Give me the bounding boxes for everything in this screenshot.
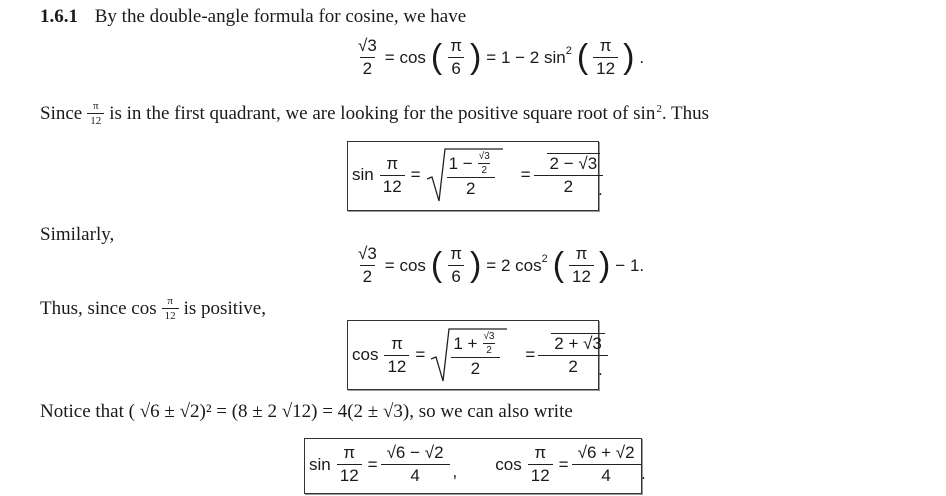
- numerator: π: [343, 443, 356, 462]
- denominator: 2: [478, 163, 490, 176]
- numerator: 2 + √3: [551, 333, 605, 355]
- numerator: 2 − √3: [547, 153, 601, 175]
- arg-fraction: [447, 36, 465, 79]
- text: Thus, since cos: [40, 297, 157, 319]
- equals: =: [525, 345, 536, 364]
- sin-cos-alternate-formulas: [309, 443, 638, 486]
- arg2-fraction: [593, 36, 618, 79]
- paragraph-cos-positive: [40, 295, 266, 322]
- period: .: [641, 464, 646, 483]
- paren-close: ): [598, 246, 611, 284]
- numerator: √6 − √2: [386, 443, 444, 462]
- angle-fraction: [384, 334, 409, 377]
- superscript: 2: [565, 44, 572, 57]
- arg2-fraction: [569, 244, 594, 287]
- radicand-denominator: 2: [451, 357, 499, 379]
- radicand: [447, 151, 495, 199]
- denominator: 2: [483, 343, 495, 356]
- equals: =: [558, 454, 569, 474]
- result-fraction: [384, 443, 447, 486]
- numerator: π: [575, 244, 588, 263]
- cos-pi-12-formula: [352, 327, 605, 383]
- paragraph-first-quadrant: [40, 100, 709, 127]
- radical: [431, 327, 505, 383]
- section-number: 1.6.1: [40, 6, 78, 27]
- middle-expression: = 1 − 2 sin: [486, 47, 566, 67]
- numerator: √3: [358, 244, 377, 263]
- lhs-fraction: [355, 244, 380, 287]
- middle-expression: = 2 cos: [486, 255, 542, 275]
- radicand: [451, 331, 499, 379]
- radical: [427, 147, 501, 203]
- text: 1 +: [453, 333, 478, 353]
- lhs-fraction: [355, 36, 380, 79]
- numerator: π: [450, 36, 462, 55]
- similarly-text: Similarly,: [40, 224, 115, 245]
- period: .: [598, 180, 603, 199]
- numerator: π: [167, 295, 173, 307]
- numerator: π: [599, 36, 612, 55]
- paren-close: ): [623, 38, 635, 76]
- text: . Thus: [661, 102, 710, 124]
- denominator: 12: [162, 308, 179, 322]
- denominator: 4: [381, 464, 450, 486]
- sin-pi-12-formula: [352, 147, 600, 203]
- paren-open: (: [576, 38, 589, 76]
- denominator: 12: [569, 265, 594, 287]
- arg-fraction: [447, 244, 465, 287]
- notice-paragraph: Notice that ( √6 ± √2)² = (8 ± 2 √12) = 4(2 ± √3), so we can also write: [40, 401, 573, 422]
- numerator: √3: [358, 36, 377, 55]
- result-fraction: [537, 153, 601, 197]
- text: Since: [40, 102, 83, 124]
- denominator: 12: [528, 464, 553, 486]
- denominator: 12: [380, 175, 405, 197]
- text: is in the first quadrant, we are looking for the positive square root of sin: [109, 102, 656, 124]
- denominator: 6: [448, 265, 463, 287]
- paren-open: (: [430, 38, 443, 76]
- equals: =: [520, 165, 531, 184]
- inline-fraction: [162, 295, 179, 322]
- numerator: π: [386, 153, 399, 173]
- denominator: 6: [448, 57, 463, 79]
- result-fraction: [575, 443, 638, 486]
- angle-fraction: [528, 443, 553, 486]
- numerator: π: [391, 333, 403, 353]
- numerator: √6 + √2: [577, 443, 635, 462]
- text: is positive,: [183, 297, 266, 319]
- denominator: 2: [360, 57, 375, 79]
- function-name: sin: [309, 454, 331, 474]
- small-fraction: [476, 151, 493, 176]
- numerator: π: [534, 443, 547, 462]
- superscript: 2: [541, 252, 548, 265]
- radicand-numerator: [447, 151, 495, 177]
- inline-fraction: [87, 100, 104, 127]
- denominator: 12: [593, 57, 618, 79]
- small-fraction: [480, 331, 497, 356]
- equals: =: [410, 165, 421, 184]
- paren-close: ): [469, 38, 482, 76]
- equals-cos: = cos: [384, 47, 426, 67]
- function-name: sin: [352, 165, 374, 184]
- angle-fraction: [380, 154, 405, 197]
- denominator: 2: [538, 355, 608, 377]
- section-heading: [40, 6, 466, 28]
- denominator: 2: [534, 175, 604, 197]
- equals: =: [415, 345, 426, 364]
- numerator: π: [450, 244, 462, 263]
- equation-double-angle-sin: [355, 36, 644, 79]
- comma: ,: [452, 461, 458, 481]
- numerator: √3: [483, 331, 495, 342]
- paren-open: (: [430, 246, 443, 284]
- equals: =: [367, 454, 378, 474]
- text: 1 −: [448, 153, 473, 173]
- period: .: [639, 47, 645, 67]
- result-fraction: [541, 333, 605, 377]
- denominator: 4: [572, 464, 641, 486]
- denominator: 12: [384, 355, 409, 377]
- paren-close: ): [469, 246, 482, 284]
- superscript: 2: [656, 102, 662, 115]
- function-name: cos: [352, 345, 379, 364]
- period: .: [598, 360, 603, 379]
- denominator: 12: [87, 113, 104, 127]
- paren-open: (: [552, 246, 565, 284]
- numerator: √3: [478, 151, 490, 162]
- equation-double-angle-cos: [355, 244, 644, 287]
- denominator: 2: [360, 265, 375, 287]
- radicand-denominator: 2: [447, 177, 495, 199]
- numerator: π: [92, 100, 99, 112]
- angle-fraction: [337, 443, 362, 486]
- equals-cos: = cos: [384, 255, 426, 275]
- section-intro: By the double-angle formula for cosine, we have: [94, 6, 467, 27]
- denominator: 12: [337, 464, 362, 486]
- function-name: cos: [495, 454, 522, 474]
- minus-one: − 1.: [615, 255, 645, 275]
- radicand-numerator: [451, 331, 499, 357]
